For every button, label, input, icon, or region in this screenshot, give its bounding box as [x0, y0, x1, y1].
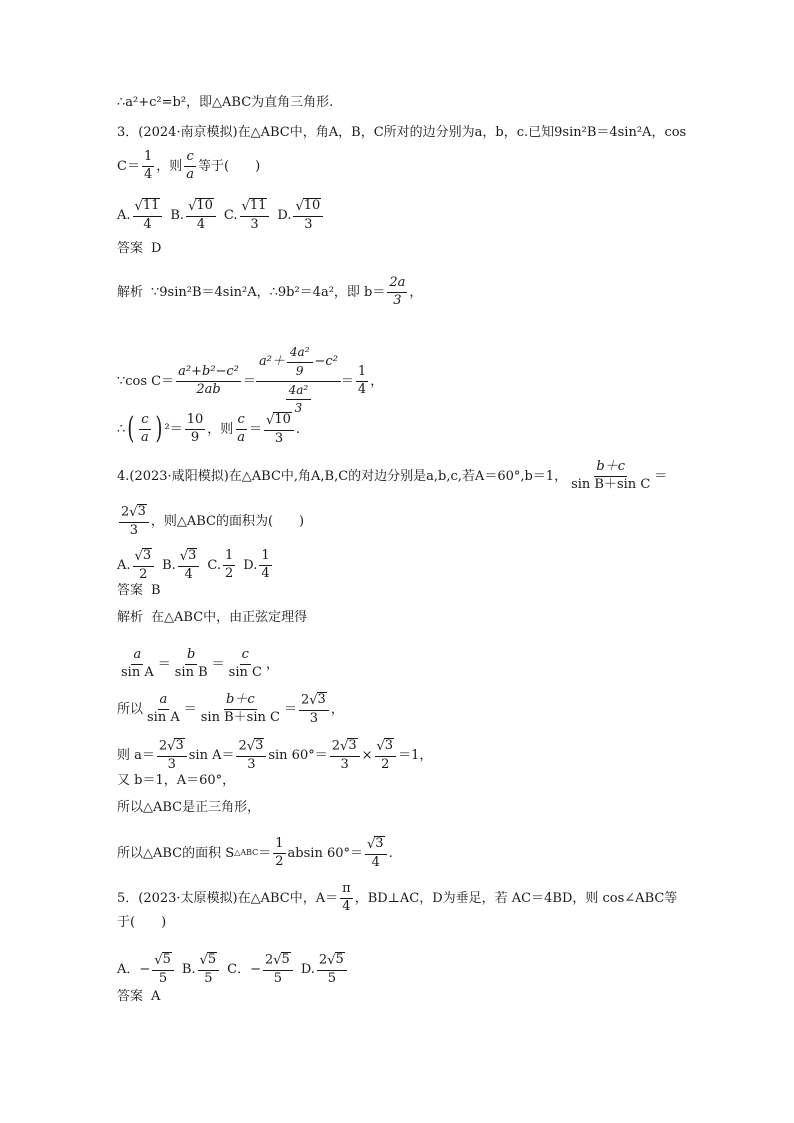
q4-solution-line7: 所以△ABC的面积 S △ABC ＝ $\frac{1}{2}$ absin 60°＝ √ 3 4 . [117, 835, 393, 870]
cos-fraction: $\frac{1}{4}$ [143, 149, 153, 182]
option-a-fraction: √ 3 2 [133, 548, 155, 583]
option-b-fraction: √ 10 4 [186, 198, 216, 233]
q3-answer: 答案 D [117, 241, 162, 256]
q4-options: A. √ 3 2 B. √ 3 4 C. $\frac{1}{2}$ D. $\frac{1}{4}$ [117, 547, 270, 582]
q5-answer: 答案 A [117, 989, 161, 1004]
option-a-fraction: √ 11 4 [133, 198, 163, 233]
q3-stem-line1: 3．(2024·南京模拟)在△ABC中，角A，B，C所对的边分别为a，b，c.已知9sin²B＝4sin²A，cos [117, 125, 687, 140]
q3-options: A. √ 11 4 B. √ 10 4 C. √ 11 3 D. √ 10 3 [117, 198, 684, 233]
q4-solution-line1: 解析 在△ABC中，由正弦定理得 [117, 610, 308, 625]
q4-stem-line2: 2 √ 3 3 ，则△ABC的面积为( ) [121, 504, 305, 538]
q5-stem-line1: 5．(2023·太原模拟)在△ABC中，A＝ $\frac{\pi}{4}$ ，BD⊥AC，D为垂足，若 AC＝4BD，则 cos∠ABC等 [117, 881, 678, 914]
q3-solution-line1: 解析 ∵9sin²B＝4sin²A，∴9b²＝4a²，即 b＝ $\frac{2a}{3}$ ， [117, 275, 423, 308]
option-d-fraction: √ 10 3 [293, 198, 323, 233]
option-c-fraction: √ 11 3 [240, 198, 270, 233]
option-d-fraction: 2 √ 5 5 [317, 952, 347, 987]
q3-solution-line2: ∵cos C＝ $\frac{\text{a²+b²−c²}}{2ab}$ ＝ a²＋ $\frac{\text{4a²}}{9}$ −c² $\frac{\text{4a²}}{3}$ ＝ $\frac{1}{4}$ ， [117, 345, 384, 416]
q4-solution-line5: 又 b＝1，A＝60°， [117, 773, 236, 788]
option-c-fraction: 2 √ 5 5 [263, 952, 293, 987]
q5-options: A．− √ 5 5 B. √ 5 5 C．− 2 √ 5 5 D. 2 √ 5 5 [117, 952, 684, 987]
q4-answer: 答案 B [117, 583, 161, 598]
q3-stem-line2: C＝ $\frac{1}{4}$ ，则 $\frac{c}{a}$ 等于( ) [117, 149, 261, 182]
option-c-fraction: $\frac{1}{2}$ [225, 547, 234, 581]
q4-solution-line3: 所以 $\frac{a}{\text{sin A}}$ ＝ $\frac{b+c}{\text{sin B＋sin C}}$ ＝ 2 √ 3 3 ， [117, 691, 344, 726]
q4-solution-line6: 所以△ABC是正三角形， [117, 800, 261, 815]
q4-solution-line4: 则 a＝ 2 √ 3 3 sin A＝ 2 √ 3 3 sin 60°＝ 2 √ 3 3 × √ 3 2 ＝1， [117, 738, 433, 772]
option-b-fraction: √ 5 5 [198, 952, 220, 987]
nested-fraction: a²＋ $\frac{\text{4a²}}{9}$ −c² $\frac{\text{4a²}}{3}$ [256, 346, 341, 416]
q5-stem-line2: 于( ) [117, 915, 167, 930]
option-a-fraction: √ 5 5 [152, 952, 174, 987]
q4-stem-line1: 4.(2023·咸阳模拟)在△ABC中,角A,B,C的对边分别是a,b,c,若A＝60°,b＝1， $\frac{b+c}{\text{sin B＋sin C}}$ ＝ [117, 459, 668, 492]
q4-solution-line2: $\frac{a}{\text{sin A}}$ ＝ $\frac{b}{\text{sin B}}$ ＝ $\frac{c}{\text{sin C}}$ ， [121, 647, 279, 680]
option-d-fraction: $\frac{1}{4}$ [261, 547, 270, 581]
q3-solution-line3: ∴ ( $\frac{c}{a}$ ) ²＝ $\frac{10}{9}$ ，则 $\frac{c}{a}$ ＝ √ 10 3 . [117, 411, 301, 447]
option-b-fraction: √ 3 4 [178, 548, 200, 583]
ratio-fraction: $\frac{c}{a}$ [186, 149, 195, 182]
conclusion-line: ∴a²+c²=b²，即△ABC为直角三角形. [117, 95, 334, 110]
